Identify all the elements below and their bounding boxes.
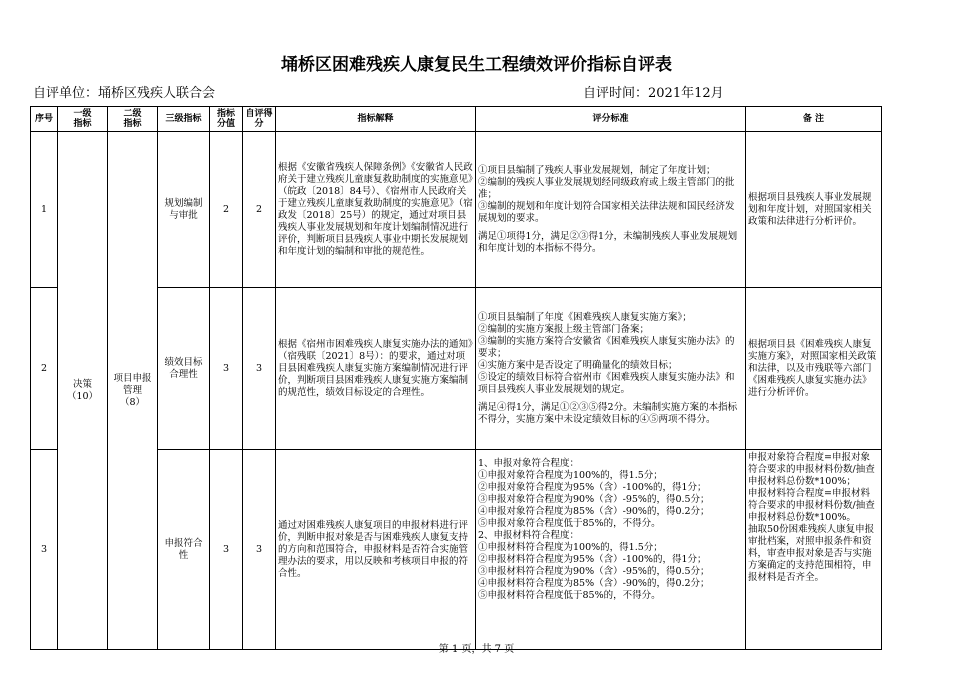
header-level1: 一级 指标 xyxy=(58,107,108,132)
indicator-explanation: 根据《安徽省残疾人保障条例》《安徽省人民政府关于建立残疾儿童康复救助制度的实施意见》（皖政〔2018〕84号）、《宿州市人民政府关于建立残疾儿童康复救助制度的实施意见》（宿政发〔2018〕25号）的规定，通过对项目县残疾人事业发展规划和年度计划编制情况进行评价，判断项目县残疾人事业中期长发展规划和年度计划的编制和审批的规范性。 xyxy=(276,132,476,288)
header-level3: 三级指标 xyxy=(158,107,210,132)
header-row xyxy=(31,107,882,132)
header-self-score: 自评得 分 xyxy=(243,107,276,132)
remark: 申报对象符合程度=申报对象符合要求的申报材料份数/抽查申报材料总份数*100%； 申报材料符合程度=申报材料符合要求的申报材料份数/抽查申报材料总份数*100%。 抽取50份困难残疾人康复申报审批档案，对照申报条件和资料，审查申报对象是否与实施方案确定的支持范围相符，申报材料是否齐全。 xyxy=(746,450,882,650)
self-score: 3 xyxy=(243,450,276,650)
header-standard: 评分标准 xyxy=(476,107,746,132)
level3-indicator: 绩效目标 合理性 xyxy=(158,288,210,450)
header-score: 指标 分值 xyxy=(210,107,243,132)
indicator-score: 2 xyxy=(210,132,243,288)
scoring-standard xyxy=(476,288,746,450)
remark: 根据项目县《困难残疾人康复实施方案》，对照国家相关政策和法律，以及市残联等六部门《困难残疾人康复实施办法》进行分析评价。 xyxy=(746,288,882,450)
header-level2: 二级 指标 xyxy=(108,107,158,132)
page-footer: 第 1 页，共 7 页 xyxy=(438,644,515,655)
table-row xyxy=(31,288,882,450)
row-seq: 3 xyxy=(31,450,58,650)
evaluation-date: 自评时间：2021年12月 xyxy=(583,86,724,101)
level3-indicator: 规划编制 与审批 xyxy=(158,132,210,288)
remark: 根据项目县残疾人事业发展规划和年度计划，对照国家相关政策和法律进行分析评价。 xyxy=(746,132,882,288)
indicator-explanation: 根据《宿州市困难残疾人康复实施办法的通知》（宿残联〔2021〕8号）：的要求，通过对项目县困难残疾人康复实施方案编制情况进行评价，判断项目县困难残疾人康复实施方案编制的规范性，绩效目标设定的合理性。 xyxy=(276,288,476,450)
level3-indicator: 申报符合 性 xyxy=(158,450,210,650)
table-row xyxy=(31,132,882,288)
standard-part: 1、申报对象符合程度： ①申报对象符合程度为100%的，得1.5分； ②申报对象符合程度为95%（含）-100%的，得1分； ③申报对象符合程度为90%（含）-95%的，得0.5分； ④申报对象符合程度为85%（含）-90%的，得0.2分； ⑤申报对象符合程度低于85%的，不得分。 2、申报材料符合程度： ①申报材料符合程度为100%的，得1.5分； ②申报材料符合程度为95%（含）-100%的，得1分； ③申报材料符合程度为90%（含）-95%的，得0.5分； ④申报材料符合程度为85%（含）-90%的，得0.2分； ⑤申报材料符合程度低于85%的，不得分。 xyxy=(478,458,710,601)
indicator-score: 3 xyxy=(210,288,243,450)
header-explanation: 指标解释 xyxy=(276,107,476,132)
header-seq: 序号 xyxy=(31,107,58,132)
standard-part: 满足①项得1分，满足②③得1分，未编制残疾人事业发展规划和年度计划的本指标不得分。 xyxy=(478,230,738,254)
row-seq: 2 xyxy=(31,288,58,450)
standard-part: 满足④得1分，满足①②③⑤得2分。未编制实施方案的本指标不得分，实施方案中未设定绩效目标的④⑤两项不得分。 xyxy=(478,401,738,425)
level1-indicator: 决策 （10） xyxy=(58,132,108,650)
level2-indicator: 项目申报 管理 （8） xyxy=(108,132,158,650)
standard-part: ①项目县编制了年度《困难残疾人康复实施方案》； ②编制的实施方案报上级主管部门备案； ③编制的实施方案符合安徽省《困难残疾人康复实施办法》的要求； ④实施方案中是否设定了明确量化的绩效目标； ⑤设定的绩效目标符合宿州市《困难残疾人康复实施办法》和项目县残疾人事业发展规划的规定。 xyxy=(478,311,735,395)
self-score: 2 xyxy=(243,132,276,288)
scoring-standard xyxy=(476,132,746,288)
scoring-standard xyxy=(476,450,746,650)
evaluating-unit: 自评单位：埇桥区残疾人联合会 xyxy=(33,86,216,101)
page-title: 埇桥区困难残疾人康复民生工程绩效评价指标自评表 xyxy=(281,55,672,75)
header-note: 备 注 xyxy=(746,107,882,132)
indicator-explanation: 通过对困难残疾人康复项目的申报材料进行评价，判断申报对象是否与困难残疾人康复支持的方向和范围符合，申报材料是否符合实施管理办法的要求，用以反映和考核项目申报的符合性。 xyxy=(276,450,476,650)
row-seq: 1 xyxy=(31,132,58,288)
self-score: 3 xyxy=(243,288,276,450)
indicator-score: 3 xyxy=(210,450,243,650)
evaluation-table xyxy=(30,106,882,650)
table-row xyxy=(31,450,882,650)
standard-part: ①项目县编制了残疾人事业发展规划，制定了年度计划； ②编制的残疾人事业发展规划经同级政府或上级主管部门的批准； ③编制的规划和年度计划符合国家相关法律法规和国民经济发展规划的要求。 xyxy=(478,164,735,224)
